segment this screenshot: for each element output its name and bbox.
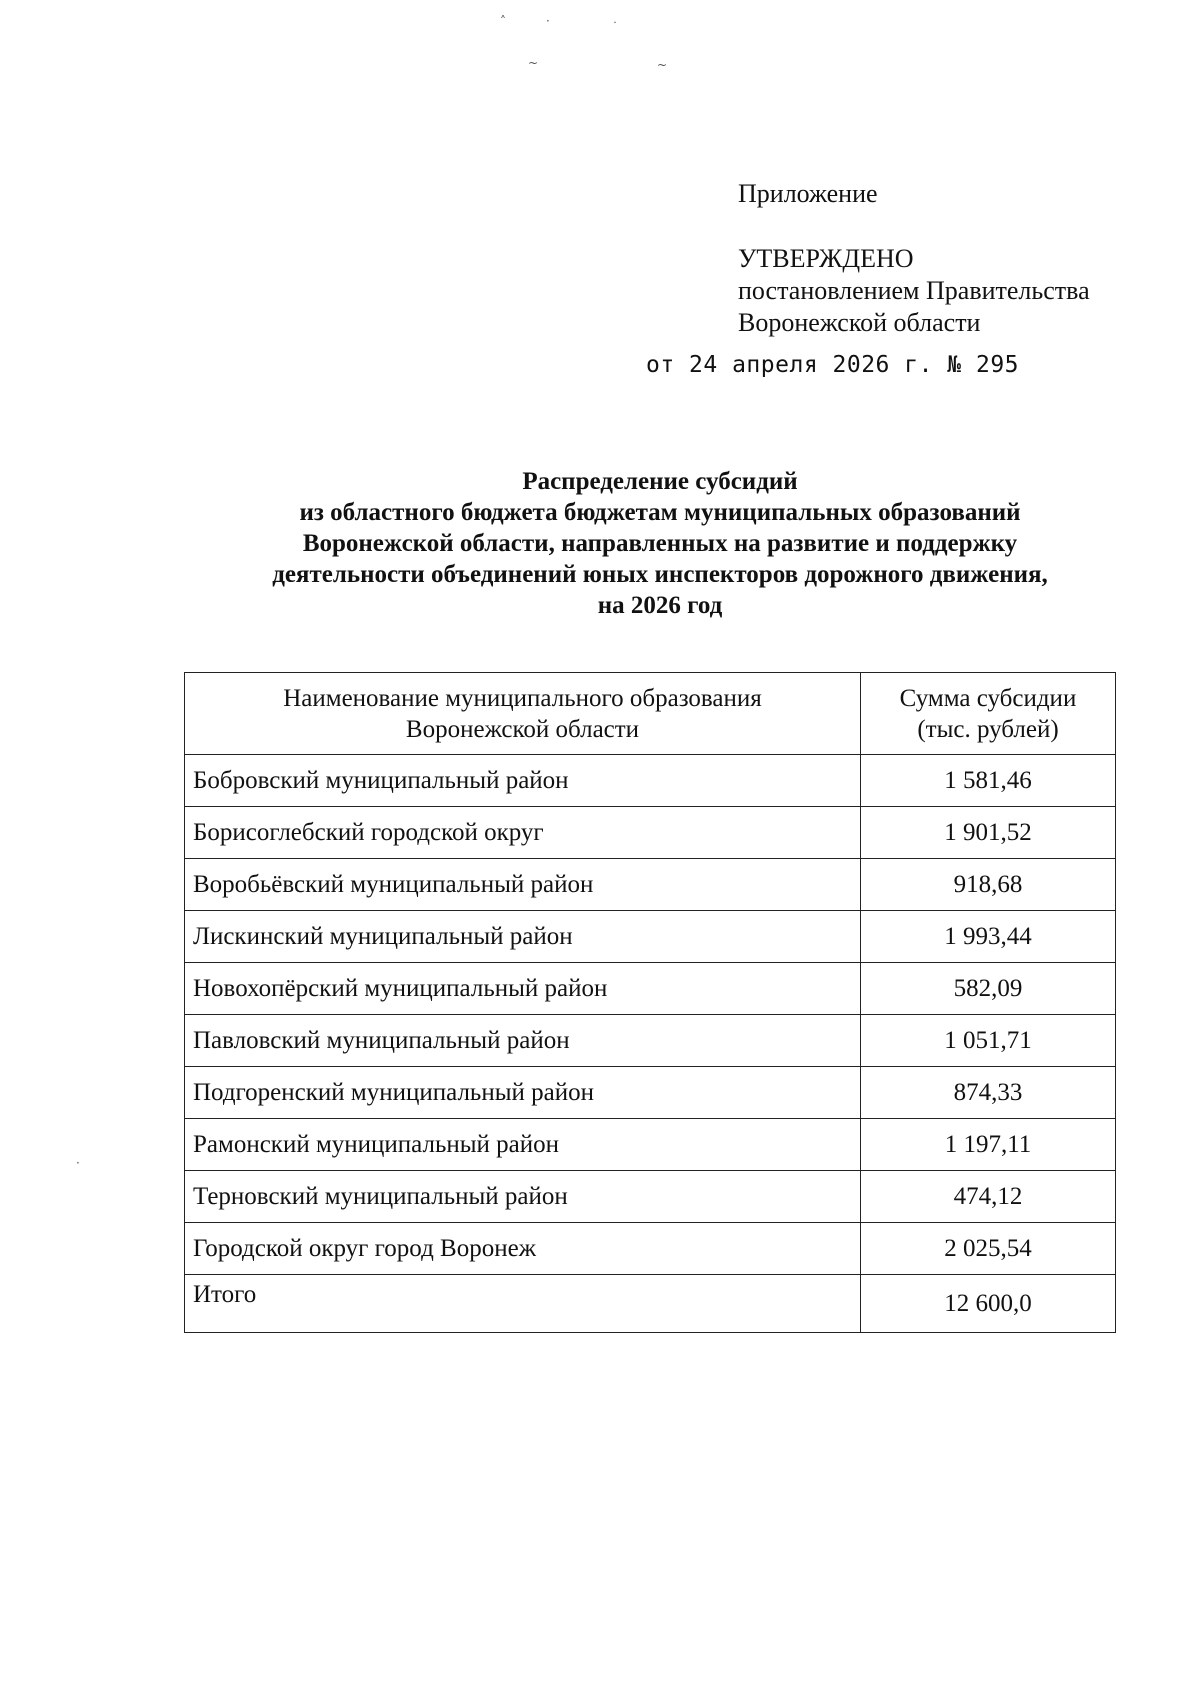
table-row <box>185 911 1116 963</box>
subsidy-amount: 474,12 <box>861 1171 1116 1223</box>
title-line: Воронежской области, направленных на развитие и поддержку <box>302 530 1018 557</box>
header-amount-line1: Сумма субсидии <box>899 684 1077 712</box>
approved-by-line2: Воронежской области <box>738 308 981 337</box>
subsidy-amount: 2 025,54 <box>861 1223 1116 1275</box>
header-name-column <box>185 673 861 755</box>
table-row <box>185 859 1116 911</box>
header-amount-column <box>861 673 1116 755</box>
total-row <box>185 1275 1116 1333</box>
municipality-name: Борисоглебский городской округ <box>185 807 861 859</box>
subsidy-amount: 582,09 <box>861 963 1116 1015</box>
table-header-row <box>185 673 1116 755</box>
municipality-name: Терновский муниципальный район <box>185 1171 861 1223</box>
scan-speck: ~ <box>528 56 539 70</box>
table-row <box>185 755 1116 807</box>
table-row <box>185 1171 1116 1223</box>
approval-block <box>738 243 1090 339</box>
subsidy-table <box>184 672 1116 1333</box>
subsidy-amount: 1 901,52 <box>861 807 1116 859</box>
municipality-name: Лискинский муниципальный район <box>185 911 861 963</box>
table-row <box>185 1119 1116 1171</box>
approved-by-line1: постановлением Правительства <box>738 276 1090 305</box>
title-line: Распределение субсидий <box>522 468 798 495</box>
header-name-line1: Наименование муниципального образования <box>283 684 762 712</box>
document-title <box>160 466 1160 621</box>
table-row <box>185 1223 1116 1275</box>
subsidy-amount: 918,68 <box>861 859 1116 911</box>
table-row <box>185 807 1116 859</box>
scan-speck: ˄ <box>500 14 506 28</box>
subsidy-amount: 1 051,71 <box>861 1015 1116 1067</box>
title-line: на 2026 год <box>597 592 723 619</box>
header-name-line2: Воронежской области <box>405 715 640 743</box>
municipality-name: Воробьёвский муниципальный район <box>185 859 861 911</box>
header-amount-line2: (тыс. рублей) <box>917 715 1059 743</box>
scan-speck: ~ <box>657 58 668 72</box>
title-line: из областного бюджета бюджетам муниципальных образований <box>299 499 1021 526</box>
municipality-name: Подгоренский муниципальный район <box>185 1067 861 1119</box>
municipality-name: Рамонский муниципальный район <box>185 1119 861 1171</box>
decree-reference: от 24 апреля 2026 г. № 295 <box>646 352 1020 378</box>
subsidy-amount: 1 993,44 <box>861 911 1116 963</box>
scan-speck: · <box>76 1156 80 1170</box>
title-line: деятельности объединений юных инспекторов дорожного движения, <box>272 561 1048 588</box>
municipality-name: Новохопёрский муниципальный район <box>185 963 861 1015</box>
municipality-name: Бобровский муниципальный район <box>185 755 861 807</box>
total-label: Итого <box>185 1275 861 1333</box>
table-row <box>185 1067 1116 1119</box>
municipality-name: Павловский муниципальный район <box>185 1015 861 1067</box>
approved-label: УТВЕРЖДЕНО <box>738 244 914 273</box>
total-amount: 12 600,0 <box>861 1275 1116 1333</box>
municipality-name: Городской округ город Воронеж <box>185 1223 861 1275</box>
subsidy-amount: 874,33 <box>861 1067 1116 1119</box>
annex-label: Приложение <box>738 179 878 208</box>
table-row <box>185 1015 1116 1067</box>
scan-speck: ˙ <box>612 20 618 34</box>
table-row <box>185 963 1116 1015</box>
subsidy-amount: 1 197,11 <box>861 1119 1116 1171</box>
subsidy-amount: 1 581,46 <box>861 755 1116 807</box>
scan-speck: · <box>546 14 550 28</box>
